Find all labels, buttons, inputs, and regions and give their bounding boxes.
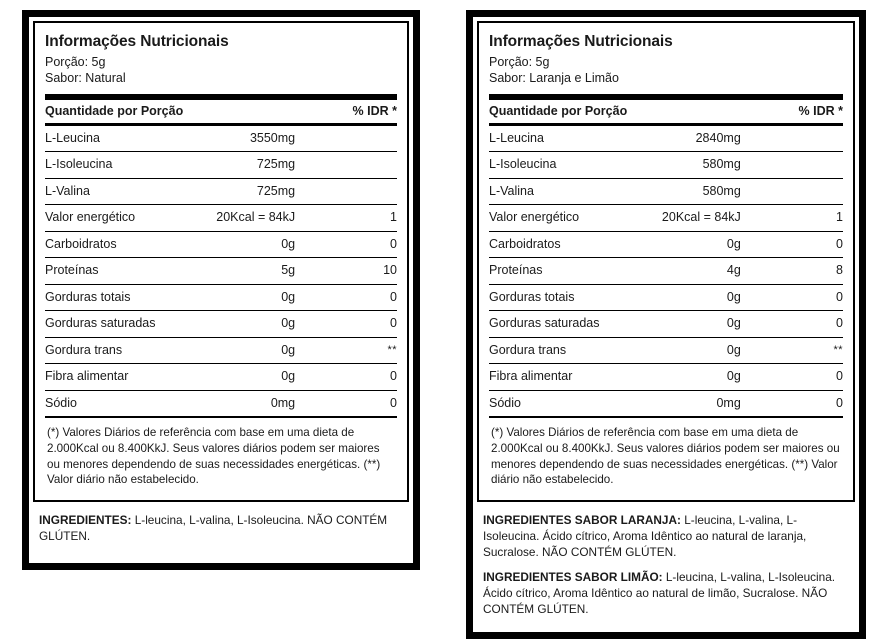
table-row	[489, 364, 843, 391]
idr: 0	[390, 289, 397, 304]
amount: 20Kcal = 84kJ	[216, 210, 296, 225]
portion-label: Porção: 5g	[45, 54, 106, 69]
nutrition-table-body	[489, 100, 843, 123]
ingredients-label: INGREDIENTES SABOR LIMÃO:	[483, 569, 663, 584]
name: L-Leucina	[45, 130, 100, 145]
panel-inner	[473, 17, 859, 632]
idr: 1	[390, 210, 397, 225]
idr	[337, 126, 397, 152]
name: L-Valina	[45, 183, 90, 198]
table-row	[45, 390, 397, 416]
amount-column-header: Quantidade por Porção	[45, 103, 184, 118]
table-row	[489, 337, 843, 364]
table-row	[489, 152, 843, 179]
idr: 0	[836, 316, 843, 331]
amount: 0g	[726, 369, 741, 384]
idr-column-header: % IDR *	[798, 103, 843, 118]
table-row	[45, 152, 397, 179]
amount: 0g	[281, 369, 296, 384]
name: Gordura trans	[45, 342, 123, 357]
amount: 725mg	[256, 183, 296, 198]
amount: 580mg	[702, 183, 741, 198]
ingredients-block	[483, 512, 849, 560]
amount: 0g	[726, 316, 741, 331]
nutrition-rows-table	[45, 125, 397, 417]
amount: 0g	[726, 236, 741, 251]
flavor-label: Sabor: Laranja e Limão	[489, 71, 619, 86]
name: Fibra alimentar	[489, 369, 573, 384]
amount: 4g	[726, 263, 741, 278]
table-row	[489, 390, 843, 416]
ingredients-label: INGREDIENTES SABOR LARANJA:	[483, 512, 681, 527]
ingredients-text: L-leucina, L-valina, L-Isoleucina. Ácido cítrico, Aroma Idêntico ao natural de limão, Sucralose. NÃO CONTÉM GLÚTEN.	[483, 569, 836, 617]
ingredients-text: L-leucina, L-valina, L-Isoleucina. Ácido cítrico, Aroma Idêntico ao natural de laranja, Sucralose. NÃO CONTÉM GLÚTEN.	[483, 512, 807, 559]
daily-values-footnote: (*) Valores Diários de referência com base em uma dieta de 2.000Kcal ou 8.400KkJ. Seus valores diários podem ser maiores ou menores dependendo de suas necessidades energéticas. (**) Valor diário não estabelecido.	[47, 426, 381, 487]
nutrition-table-body	[45, 100, 397, 123]
table-row	[489, 205, 843, 232]
idr-column-header: % IDR *	[352, 103, 397, 118]
table-row	[45, 311, 397, 338]
table-header-row	[489, 100, 843, 123]
name: Proteínas	[489, 263, 543, 278]
table-header-row	[45, 100, 397, 123]
nutrition-label-laranja-limao	[466, 10, 866, 639]
name: Gorduras saturadas	[489, 316, 600, 331]
nutrition-table	[45, 100, 397, 123]
table-row	[489, 125, 843, 152]
amount: 0mg	[270, 395, 296, 410]
nutrient-rows	[45, 125, 397, 416]
daily-values-footnote: (*) Valores Diários de referência com base em uma dieta de 2.000Kcal ou 8.400KkJ. Seus valores diários podem ser maiores ou menores dependendo de suas necessidades energéticas. (**) Valor diário não estabelecido.	[491, 426, 840, 487]
nutrient-rows	[489, 125, 843, 416]
idr: 0	[390, 236, 397, 251]
idr: 1	[836, 210, 843, 225]
table-row	[45, 205, 397, 232]
name: Gordura trans	[489, 342, 567, 357]
name: Proteínas	[45, 263, 99, 278]
idr	[783, 126, 843, 152]
portion-label: Porção: 5g	[489, 54, 550, 69]
idr	[337, 152, 397, 178]
table-row	[45, 231, 397, 258]
idr: 8	[836, 263, 843, 278]
amount-column-header: Quantidade por Porção	[489, 103, 628, 118]
nutrition-label-natural	[22, 10, 420, 570]
idr: 0	[390, 395, 397, 410]
name: Carboidratos	[45, 236, 117, 251]
table-row	[45, 284, 397, 311]
ingredients-text: L-leucina, L-valina, L-Isoleucina. NÃO CONTÉM GLÚTEN.	[39, 512, 388, 543]
amount: 0g	[726, 342, 741, 357]
panel-title: Informações Nutricionais	[489, 33, 673, 50]
idr: 0	[390, 369, 397, 384]
table-row	[45, 125, 397, 152]
idr: 0	[836, 395, 843, 410]
name: Gorduras totais	[489, 289, 575, 304]
ingredients-section	[33, 502, 409, 552]
nutrition-rows-table	[489, 125, 843, 417]
name: Valor energético	[45, 210, 136, 225]
table-row	[45, 178, 397, 205]
ingredients-block	[483, 569, 849, 617]
name: L-Leucina	[489, 130, 544, 145]
ingredients-section	[477, 502, 855, 625]
amount: 20Kcal = 84kJ	[661, 210, 741, 225]
table-row	[489, 284, 843, 311]
idr: 0	[836, 369, 843, 384]
idr	[783, 179, 843, 205]
table-row	[45, 258, 397, 285]
amount: 0mg	[716, 395, 741, 410]
name: Sódio	[489, 395, 521, 410]
table-row	[489, 231, 843, 258]
name: Sódio	[45, 395, 77, 410]
amount: 0g	[726, 289, 741, 304]
table-row	[489, 311, 843, 338]
nutrition-facts-box	[477, 21, 855, 502]
amount: 3550mg	[249, 130, 296, 145]
name: L-Valina	[489, 183, 534, 198]
amount: 725mg	[256, 157, 296, 172]
table-row	[45, 337, 397, 364]
name: L-Isoleucina	[489, 157, 557, 172]
name: Gorduras totais	[45, 289, 131, 304]
table-row	[45, 364, 397, 391]
idr: **	[833, 343, 843, 356]
nutrition-facts-box	[33, 21, 409, 502]
table-row	[489, 178, 843, 205]
amount: 0g	[281, 236, 296, 251]
name: L-Isoleucina	[45, 157, 113, 172]
name: Gorduras saturadas	[45, 316, 156, 331]
name: Fibra alimentar	[45, 369, 129, 384]
amount: 0g	[281, 316, 296, 331]
amount: 0g	[281, 342, 296, 357]
amount: 5g	[281, 263, 296, 278]
idr	[783, 152, 843, 178]
panel-title: Informações Nutricionais	[45, 33, 229, 50]
idr: 10	[383, 263, 397, 278]
idr: 0	[390, 316, 397, 331]
amount: 2840mg	[695, 130, 741, 145]
amount: 580mg	[702, 157, 741, 172]
name: Valor energético	[489, 210, 580, 225]
nutrition-table	[489, 100, 843, 123]
ingredients-block	[39, 512, 403, 544]
flavor-label: Sabor: Natural	[45, 71, 126, 86]
table-row	[489, 258, 843, 285]
ingredients-label: INGREDIENTES:	[39, 512, 132, 527]
idr: **	[387, 343, 397, 356]
idr	[337, 179, 397, 205]
idr: 0	[836, 236, 843, 251]
idr: 0	[836, 289, 843, 304]
name: Carboidratos	[489, 236, 561, 251]
amount: 0g	[281, 289, 296, 304]
panel-inner	[29, 17, 413, 563]
